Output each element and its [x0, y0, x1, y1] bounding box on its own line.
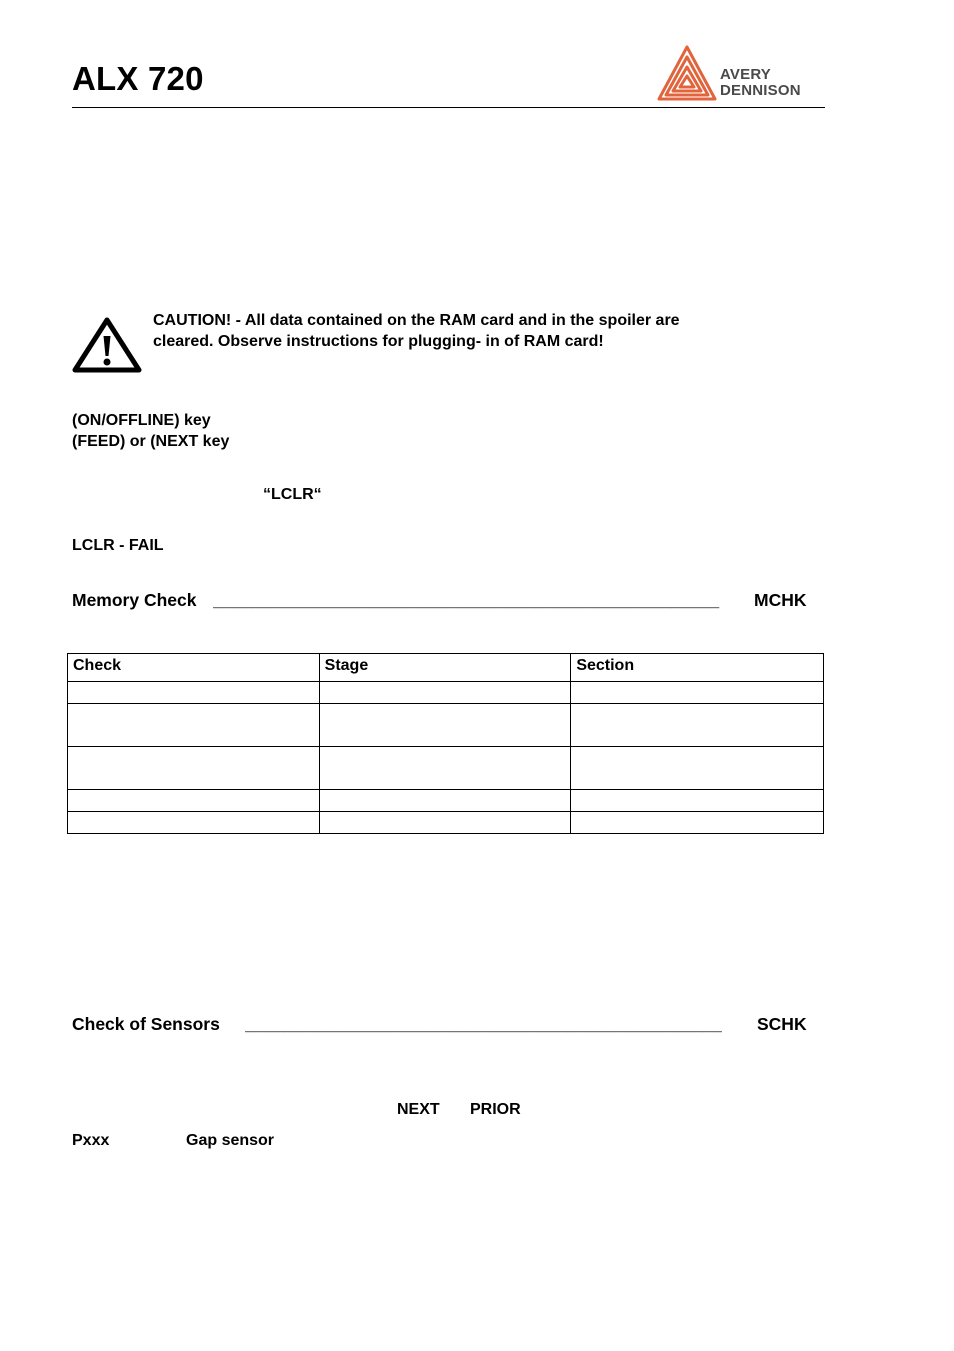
- table-cell: [319, 704, 571, 747]
- table-row: [68, 747, 824, 790]
- sensor-code: Pxxx: [72, 1132, 110, 1149]
- lclr-label: “LCLR“: [263, 486, 322, 503]
- table-row: [68, 790, 824, 812]
- caution-line-2: cleared. Observe instructions for plugging- in of RAM card!: [153, 333, 604, 350]
- table-row: [68, 704, 824, 747]
- sensors-check-rule: _________________________________________________: [245, 1014, 722, 1034]
- table-cell: [571, 790, 824, 812]
- logo-text-dennison: DENNISON: [720, 82, 801, 99]
- table-cell: [571, 747, 824, 790]
- table-cell: [571, 682, 824, 704]
- caution-line-1: CAUTION! - All data contained on the RAM card and in the spoiler are: [153, 312, 680, 329]
- next-key-label: NEXT: [397, 1101, 440, 1118]
- column-header-check: Check: [68, 654, 320, 682]
- table-cell: [319, 812, 571, 834]
- table-row: [68, 682, 824, 704]
- table-cell: [319, 682, 571, 704]
- memory-check-title: Memory Check: [72, 590, 197, 610]
- lclr-fail-label: LCLR - FAIL: [72, 537, 164, 554]
- table-cell: [68, 704, 320, 747]
- memory-check-code: MCHK: [754, 590, 807, 610]
- sensors-check-heading: [72, 1014, 220, 1035]
- memory-check-heading: [72, 590, 197, 611]
- sensors-check-code: SCHK: [757, 1014, 807, 1034]
- sensor-label: Gap sensor: [186, 1132, 275, 1149]
- column-header-section: Section: [571, 654, 824, 682]
- key-instruction-2: (FEED) or (NEXT key: [72, 433, 230, 450]
- memory-check-table: [67, 653, 824, 834]
- header-divider: [72, 107, 825, 108]
- sensors-check-title: Check of Sensors: [72, 1014, 220, 1034]
- table-cell: [68, 682, 320, 704]
- table-header-row: [68, 654, 824, 682]
- logo-mark-icon: [657, 45, 717, 101]
- table-cell: [68, 747, 320, 790]
- warning-triangle-icon: [72, 316, 142, 374]
- key-instruction-1: (ON/OFFLINE) key: [72, 412, 211, 429]
- avery-dennison-logo: [657, 45, 827, 101]
- table-row: [68, 812, 824, 834]
- table-cell: [68, 812, 320, 834]
- column-header-stage: Stage: [319, 654, 571, 682]
- memory-check-rule: ____________________________________________________: [213, 590, 720, 610]
- table-cell: [68, 790, 320, 812]
- prior-key-label: PRIOR: [470, 1101, 521, 1118]
- table-cell: [571, 812, 824, 834]
- page-title: ALX 720: [72, 60, 204, 97]
- logo-text-avery: AVERY: [720, 66, 772, 83]
- table-cell: [571, 704, 824, 747]
- table-cell: [319, 747, 571, 790]
- table-cell: [319, 790, 571, 812]
